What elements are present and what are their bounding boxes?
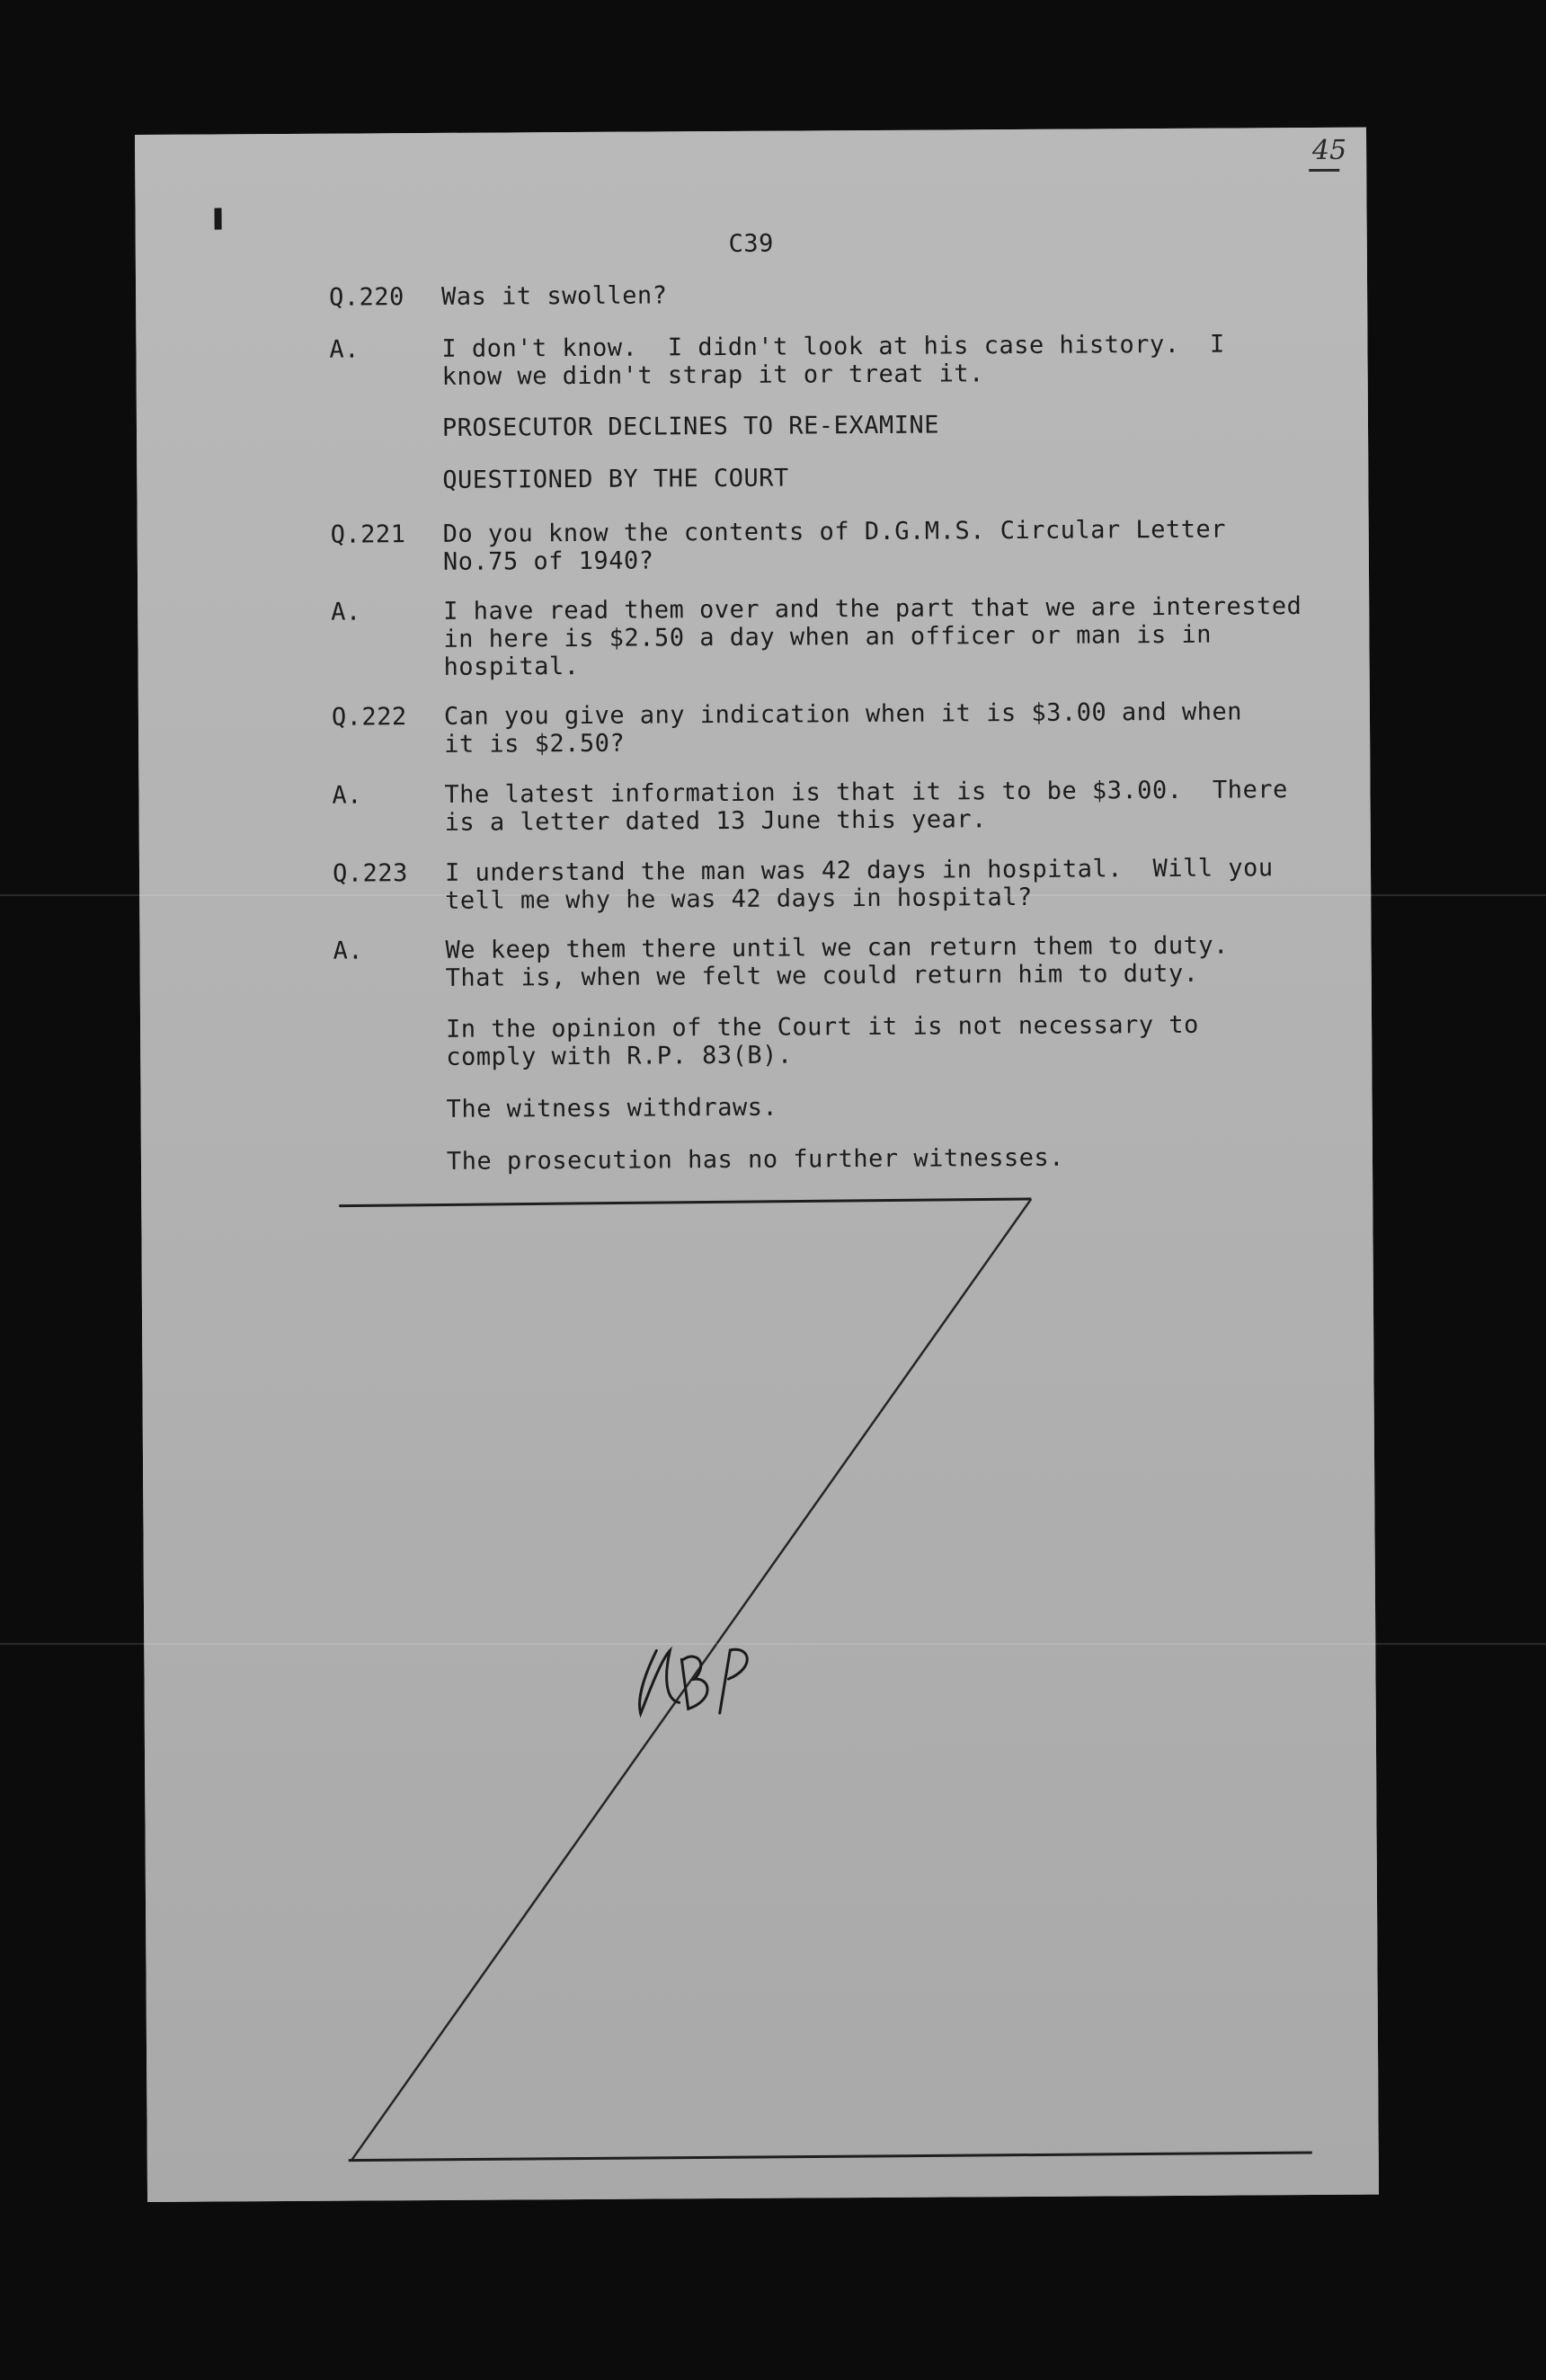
entry-text: I have read them over and the part that we are interested in here is $2.50 a day when an officer or man is in hospital.	[443, 592, 1302, 681]
scan-artifact	[0, 894, 1546, 896]
entry-text: The latest information is that it is to be $3.00. There is a letter dated 13 June this year.	[444, 776, 1288, 837]
entry-text: We keep them there until we can return them to duty. That is, when we felt we could return him to duty.	[445, 931, 1229, 992]
entry-text: Do you know the contents of D.G.M.S. Circular Letter No.75 of 1940?	[442, 515, 1227, 576]
entry-label: Q.221	[330, 520, 406, 549]
document-page	[135, 128, 1379, 2202]
bottom-rule	[349, 2153, 1312, 2161]
entry-label: A.	[332, 781, 363, 810]
entry-label: A.	[333, 937, 364, 965]
cancellation-marks	[135, 128, 1379, 2202]
corner-page-mark: 45	[1311, 134, 1347, 166]
initials-signature	[639, 1649, 747, 1713]
entry-text: I don't know. I didn't look at his case history. I know we didn't strap it or treat it.	[441, 330, 1225, 391]
entry-label: Q.223	[332, 859, 408, 888]
entry-label: A.	[331, 598, 361, 626]
court-statement: The prosecution has no further witnesses.	[446, 1143, 1065, 1176]
page-number: C39	[728, 229, 774, 258]
diagonal-strike	[346, 1199, 1036, 2160]
top-rule	[339, 1199, 1031, 1206]
court-statement: The witness withdraws.	[446, 1093, 778, 1123]
court-statement: In the opinion of the Court it is not necessary to comply with R.P. 83(B).	[445, 1010, 1199, 1071]
scan-artifact	[0, 1643, 1546, 1645]
section-heading: PROSECUTOR DECLINES TO RE-EXAMINE	[441, 411, 940, 442]
entry-text: I understand the man was 42 days in hospital. Will you tell me why he was 42 days in hospital?	[444, 854, 1274, 915]
section-heading: QUESTIONED BY THE COURT	[442, 464, 789, 494]
entry-text: Was it swollen?	[441, 281, 668, 311]
entry-label: A.	[329, 335, 360, 364]
entry-text: Can you give any indication when it is $3.00 and when it is $2.50?	[443, 697, 1243, 759]
entry-label: Q.222	[331, 703, 407, 732]
entry-label: Q.220	[329, 283, 404, 312]
